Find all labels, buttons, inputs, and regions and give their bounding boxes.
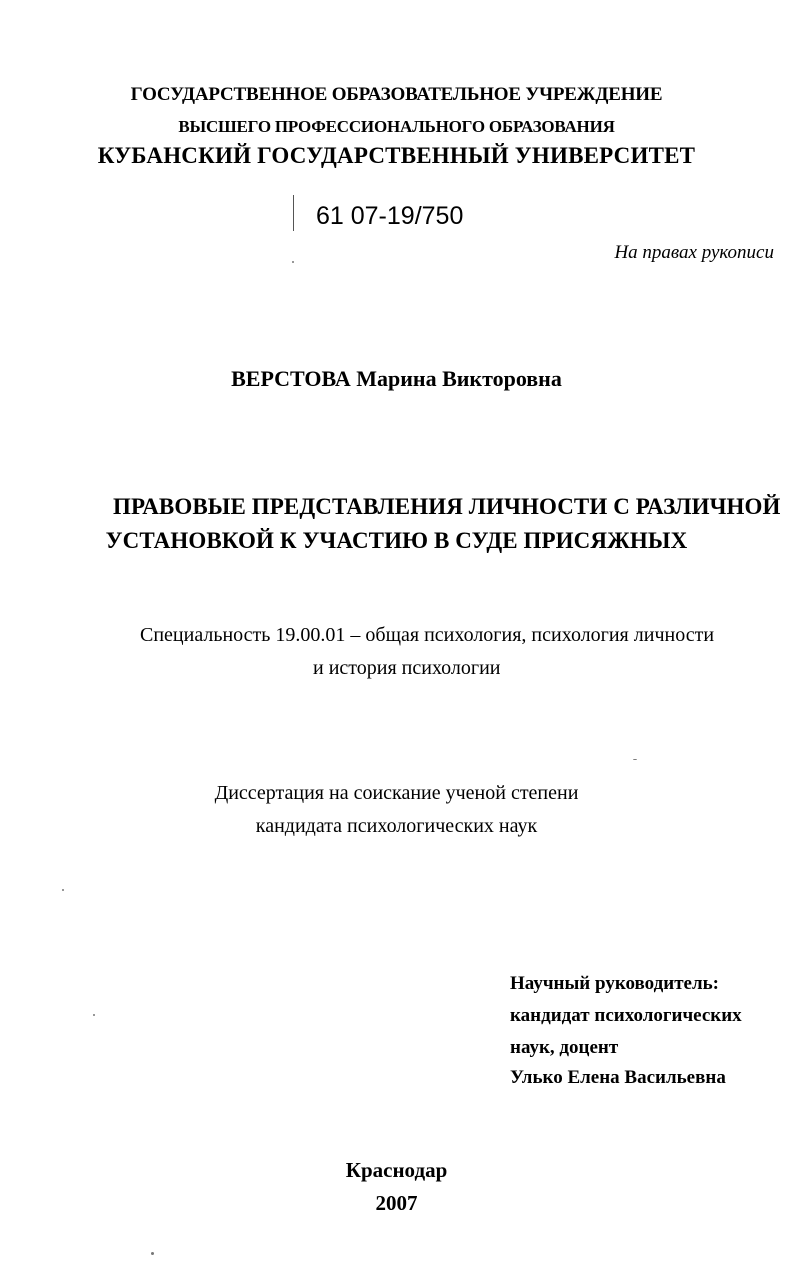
scan-speck	[633, 759, 637, 760]
institution-line-1: ГОСУДАРСТВЕННОЕ ОБРАЗОВАТЕЛЬНОЕ УЧРЕЖДЕНИЕ	[130, 84, 663, 105]
dissertation-line-1: Диссертация на соискание ученой степени	[214, 782, 579, 804]
supervisor-label: Научный руководитель:	[510, 973, 719, 994]
supervisor-degree: кандидат психологических	[510, 1005, 742, 1026]
university-name: КУБАНСКИЙ ГОСУДАРСТВЕННЫЙ УНИВЕРСИТЕТ	[97, 143, 696, 168]
catalog-mark	[293, 195, 294, 231]
thesis-title-line-2: УСТАНОВКОЙ К УЧАСТИЮ В СУДЕ ПРИСЯЖНЫХ	[105, 528, 688, 553]
specialty-line-1: Специальность 19.00.01 – общая психология, психология личности	[140, 624, 715, 646]
supervisor-name: Улько Елена Васильевна	[510, 1067, 726, 1088]
dissertation-line-2: кандидата психологических наук	[255, 815, 538, 837]
scan-speck	[292, 261, 294, 263]
catalog-number: 61 07-19/750	[316, 202, 464, 230]
year: 2007	[375, 1191, 418, 1215]
scan-speck	[62, 889, 64, 891]
city: Краснодар	[345, 1158, 448, 1182]
supervisor-title: наук, доцент	[510, 1037, 619, 1058]
institution-line-2: ВЫСШЕГО ПРОФЕССИОНАЛЬНОГО ОБРАЗОВАНИЯ	[178, 117, 615, 136]
author-name: ВЕРСТОВА Марина Викторовна	[231, 366, 562, 391]
specialty-line-2: и история психологии	[313, 657, 501, 679]
scan-speck	[151, 1252, 154, 1255]
scan-speck	[93, 1014, 95, 1016]
rights-note: На правах рукописи	[614, 242, 774, 263]
thesis-title-line-1: ПРАВОВЫЕ ПРЕДСТАВЛЕНИЯ ЛИЧНОСТИ С РАЗЛИЧНОЙ	[113, 494, 781, 519]
